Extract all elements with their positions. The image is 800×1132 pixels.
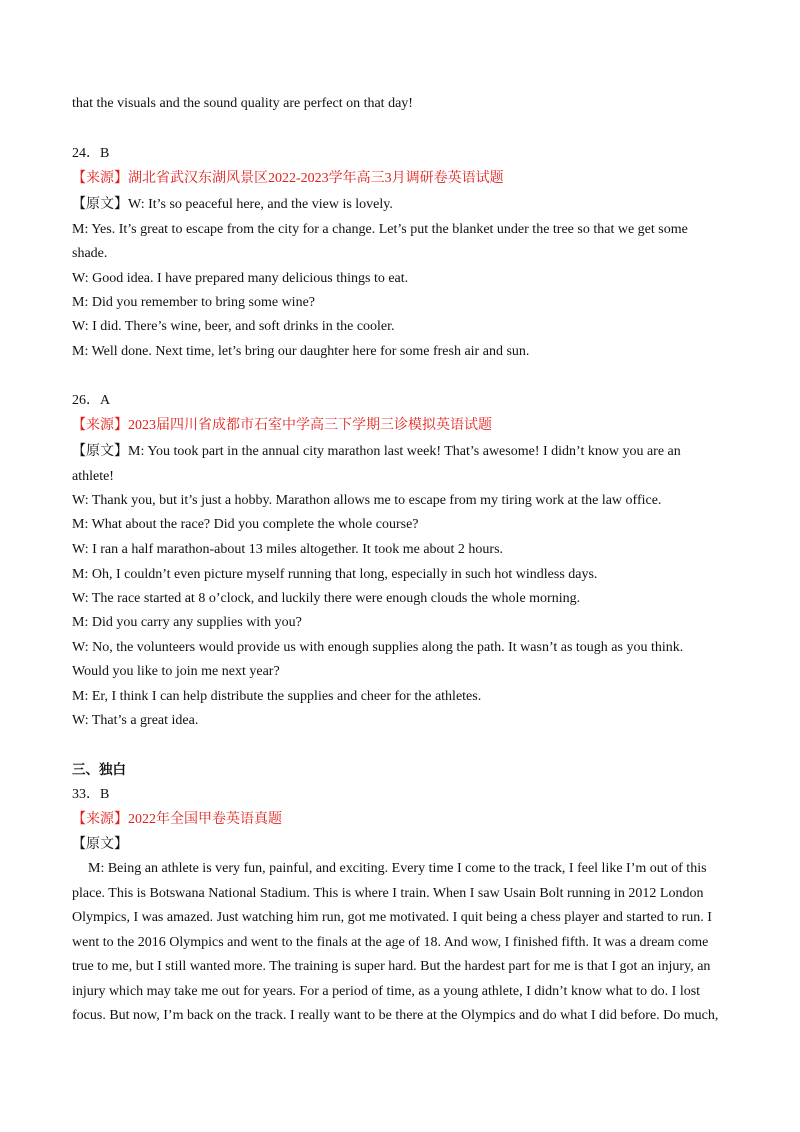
transcript-line: W: I did. There’s wine, beer, and soft drinks in the cooler.: [72, 319, 395, 334]
question-33-number: 33．B: [72, 787, 110, 802]
monologue-line: M: Being an athlete is very fun, painful, and exciting. Every time I come to the track, I feel like I’m out of this: [88, 861, 707, 876]
transcript-line: shade.: [72, 246, 108, 261]
transcript-line: 【原文】M: You took part in the annual city marathon last week! That’s awesome! I didn’t know you are an: [72, 444, 681, 459]
transcript-line: W: That’s a great idea.: [72, 713, 199, 728]
transcript-line: Would you like to join me next year?: [72, 664, 280, 679]
transcript-label: 【原文】: [72, 837, 128, 852]
monologue-line: injury which may take me out for years. For a period of time, as a young athlete, I didn’t know what to do. I lost: [72, 984, 701, 999]
transcript-line: W: Thank you, but it’s just a hobby. Marathon allows me to escape from my tiring work at the law office.: [72, 493, 662, 508]
transcript-line: 【原文】W: It’s so peaceful here, and the view is lovely.: [72, 197, 393, 212]
transcript-line: M: Did you carry any supplies with you?: [72, 615, 302, 630]
section-3-heading: 三、独白: [72, 762, 126, 778]
transcript-line: M: Oh, I couldn’t even picture myself running that long, especially in such hot windless days.: [72, 567, 598, 582]
monologue-line: went to the 2016 Olympics and went to the finals at the age of 18. And wow, I finished fifth. It was a dream come: [72, 935, 709, 950]
question-26-source: 【来源】2023届四川省成都市石室中学高三下学期三诊模拟英语试题: [72, 418, 492, 433]
question-26-number: 26．A: [72, 393, 111, 408]
transcript-line: M: Well done. Next time, let’s bring our daughter here for some fresh air and sun.: [72, 344, 530, 359]
transcript-line: M: What about the race? Did you complete the whole course?: [72, 517, 419, 532]
intro-tail-text: that the visuals and the sound quality are perfect on that day!: [72, 96, 413, 111]
transcript-line: M: Er, I think I can help distribute the supplies and cheer for the athletes.: [72, 689, 482, 704]
question-33-source: 【来源】2022年全国甲卷英语真题: [72, 812, 282, 827]
transcript-line: W: Good idea. I have prepared many delicious things to eat.: [72, 271, 409, 286]
monologue-line: focus. But now, I’m back on the track. I really want to be there at the Olympics and do what I did before. Do much,: [72, 1008, 719, 1023]
transcript-line: athlete!: [72, 469, 114, 484]
transcript-line: M: Did you remember to bring some wine?: [72, 295, 316, 310]
question-24-source: 【来源】湖北省武汉东湖风景区2022-2023学年高三3月调研卷英语试题: [72, 171, 504, 186]
monologue-line: true to me, but I still wanted more. The training is super hard. But the hardest part for me is that I got an injury, an: [72, 959, 711, 974]
monologue-line: place. This is Botswana National Stadium. This is where I train. When I saw Usain Bolt running in 2012 London: [72, 886, 704, 901]
question-24-number: 24．B: [72, 146, 110, 161]
monologue-line: Olympics, I was amazed. Just watching him run, got me motivated. I quit being a chess player and started to run. I: [72, 910, 712, 925]
transcript-line: M: Yes. It’s great to escape from the city for a change. Let’s put the blanket under the tree so that we get some: [72, 222, 688, 237]
transcript-line: W: No, the volunteers would provide us with enough supplies along the path. It wasn’t as tough as you think.: [72, 640, 684, 655]
transcript-line: W: I ran a half marathon-about 13 miles altogether. It took me about 2 hours.: [72, 542, 504, 557]
transcript-line: W: The race started at 8 o’clock, and luckily there were enough clouds the whole morning.: [72, 591, 581, 606]
